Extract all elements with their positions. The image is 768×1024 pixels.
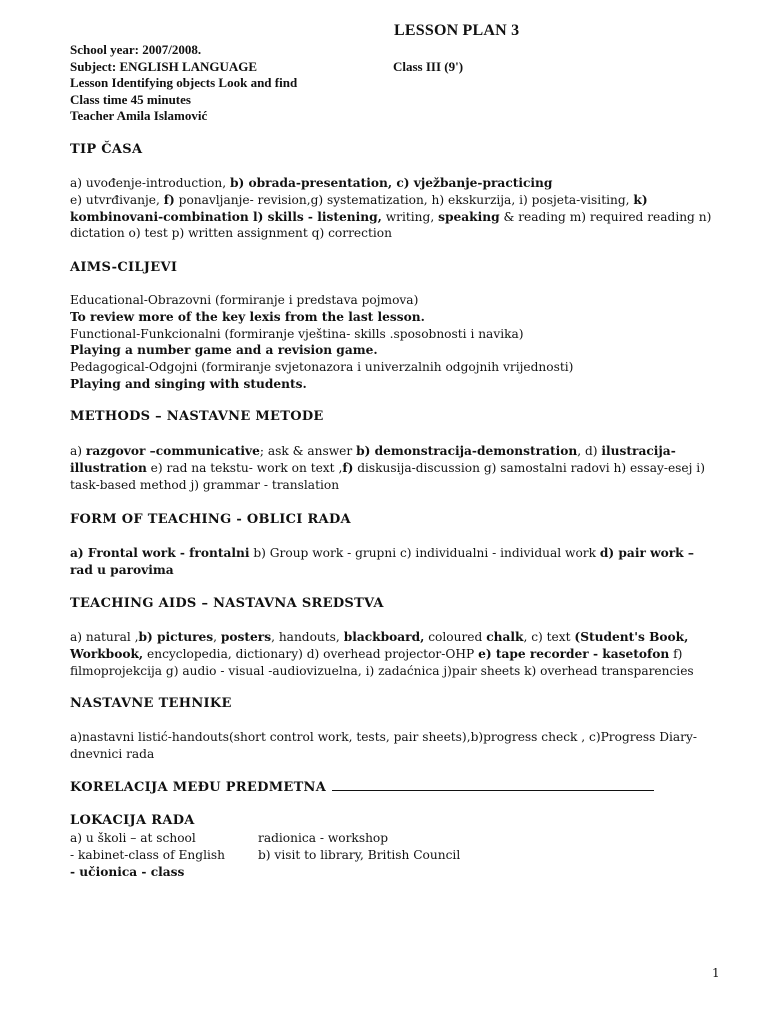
text-run: e) rad na tekstu- work on text , <box>146 460 343 475</box>
text-run-bold: b) demonstracija-demonstration <box>356 444 578 458</box>
text-run-bold: k) <box>633 192 648 207</box>
lokacija-item: b) visit to library, British Council <box>258 847 461 862</box>
section-heading-aims: AIMS-CILJEVI <box>70 260 178 275</box>
text-run-bold: a) Frontal work - frontalni <box>70 546 250 560</box>
aids-line-2 <box>70 646 712 663</box>
lesson-topic: Lesson Identifying objects Look and find <box>70 75 298 90</box>
lokacija-item: a) u školi – at school <box>70 831 196 845</box>
aids-line-3: filmoprojekcija g) audio - visual -audiovizuelna, i) zadaćnica j)pair sheets k) overhead transparencies <box>70 663 694 678</box>
teacher: Teacher Amila Islamović <box>70 108 208 123</box>
text-run-bold: d) pair work – <box>599 546 694 560</box>
text-run-bold: posters <box>220 630 272 644</box>
page-number: 1 <box>712 966 720 980</box>
lokacija-row-1 <box>70 830 712 847</box>
lokacija-paragraph <box>70 830 712 880</box>
lokacija-item: - kabinet-class of English <box>70 847 225 862</box>
text-run-bold: kombinovani-combination l) skills - listening, <box>70 209 382 224</box>
aims-line-2: To review more of the key lexis from the last lesson. <box>70 309 425 324</box>
aids-line-1 <box>70 629 712 646</box>
text-run-bold: (Student's Book, <box>574 630 689 644</box>
text-run-bold: Workbook, <box>70 646 144 661</box>
page-title: LESSON PLAN 3 <box>394 22 520 39</box>
subject: Subject: ENGLISH LANGUAGE <box>70 58 258 74</box>
section-heading-korelacija <box>70 780 654 795</box>
text-run-bold: f) <box>342 460 354 475</box>
lokacija-item: radionica - workshop <box>258 831 389 845</box>
methods-line-2 <box>70 460 712 477</box>
aids-paragraph <box>70 629 712 679</box>
class-time: Class time 45 minutes <box>70 91 191 107</box>
text-run: , <box>213 630 221 644</box>
text-run-bold: b) pictures <box>138 630 214 644</box>
methods-paragraph <box>70 443 712 493</box>
tip-casa-line-3 <box>70 209 712 226</box>
class-info: Class III (9') <box>393 58 464 74</box>
tehnike-line-1: a)nastavni listić-handouts(short control work, tests, pair sheets),b)progress check , c)Progress Diary- <box>70 730 697 744</box>
section-heading-lokacija: LOKACIJA RADA <box>70 813 195 828</box>
lesson-header <box>70 42 710 125</box>
aims-line-3: Functional-Funkcionalni (formiranje vještina- skills .sposobnosti i navika) <box>70 326 524 341</box>
text-run: a) uvođenje-introduction, <box>70 176 230 190</box>
aims-line-5: Pedagogical-Odgojni (formiranje svjetonazora i univerzalnih odgojnih vrijednosti) <box>70 360 574 375</box>
aims-line-1: Educational-Obrazovni (formiranje i predstava pojmova) <box>70 293 419 307</box>
text-run: encyclopedia, dictionary) d) overhead projector-OHP <box>143 646 479 661</box>
aims-line-4: Playing a number game and a revision game. <box>70 343 378 358</box>
text-run: e) utvrđivanje, <box>70 192 164 207</box>
text-run-bold: f) <box>163 192 175 207</box>
methods-line-1 <box>70 443 712 460</box>
text-run: , handouts, <box>271 630 344 644</box>
tip-casa-line-1 <box>70 175 712 192</box>
form-line-2: rad u parovima <box>70 562 174 577</box>
text-run: f) <box>669 646 683 661</box>
section-heading-aids: TEACHING AIDS – NASTAVNA SREDSTVA <box>70 596 384 611</box>
tehnike-line-2: dnevnici rada <box>70 746 155 761</box>
text-run: a) natural , <box>70 630 139 644</box>
text-run: b) Group work - grupni c) individualni - individual work <box>249 546 600 560</box>
text-run: writing, <box>381 209 439 224</box>
tip-casa-line-2 <box>70 192 712 209</box>
lokacija-row-2 <box>70 847 712 864</box>
fill-in-line <box>332 782 654 791</box>
tehnike-paragraph <box>70 729 712 763</box>
form-paragraph <box>70 545 712 579</box>
subject-row <box>70 59 710 76</box>
aims-line-6: Playing and singing with students. <box>70 376 307 391</box>
text-run: ; ask & answer <box>259 444 357 458</box>
lokacija-item: - učionica - class <box>70 864 185 879</box>
korelacija-label: KORELACIJA MEĐU PREDMETNA <box>70 780 327 795</box>
text-run-bold: speaking <box>438 209 500 224</box>
section-heading-form: FORM OF TEACHING - OBLICI RADA <box>70 512 351 527</box>
tip-casa-line-4: dictation o) test p) written assignment q) correction <box>70 226 392 241</box>
aims-paragraph <box>70 292 712 393</box>
tip-casa-paragraph <box>70 175 712 242</box>
section-heading-methods: METHODS – NASTAVNE METODE <box>70 409 324 424</box>
text-run-bold: b) obrada-presentation, c) vježbanje-practicing <box>229 176 553 190</box>
methods-line-3: task-based method j) grammar - translation <box>70 477 340 492</box>
text-run-bold: razgovor –communicative <box>85 444 260 458</box>
text-run-bold: ilustracija- <box>601 444 676 458</box>
text-run-bold: e) tape recorder - kasetofon <box>478 646 670 661</box>
text-run: , c) text <box>523 630 575 644</box>
text-run: a) <box>70 444 86 458</box>
text-run: diskusija-discussion g) samostalni radovi h) essay-esej i) <box>353 460 705 475</box>
text-run-bold: blackboard, <box>343 630 425 644</box>
text-run-bold: illustration <box>70 460 147 475</box>
text-run-bold: chalk <box>486 630 524 644</box>
section-heading-tehnike: NASTAVNE TEHNIKE <box>70 696 232 711</box>
text-run: , d) <box>577 444 602 458</box>
lokacija-row-3 <box>70 864 712 881</box>
section-heading-tip-casa: TIP ČASA <box>70 142 143 157</box>
form-line-1 <box>70 545 712 562</box>
text-run: coloured <box>424 630 487 644</box>
school-year: School year: 2007/2008. <box>70 42 202 57</box>
text-run: & reading m) required reading n) <box>499 209 712 224</box>
text-run: ponavljanje- revision,g) systematization, h) ekskurzija, i) posjeta-visiting, <box>174 192 634 207</box>
